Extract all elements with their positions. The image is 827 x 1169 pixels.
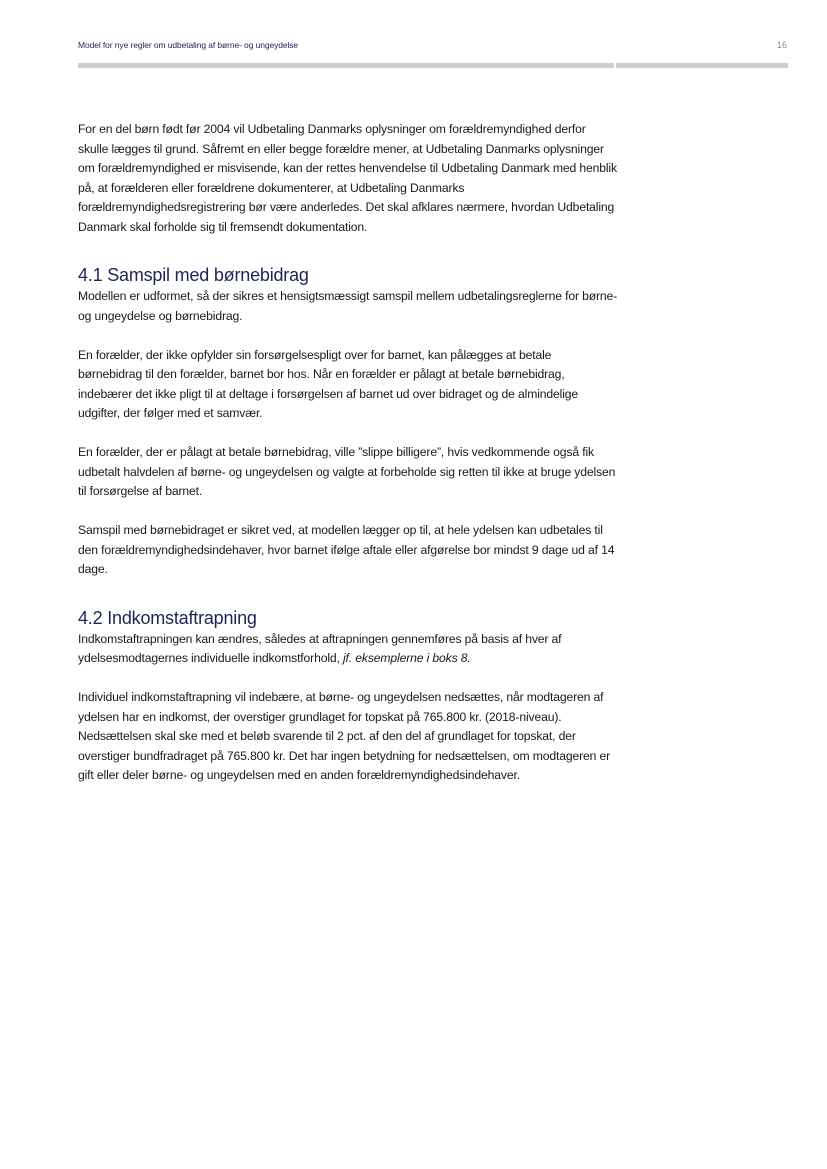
intro-paragraph: For en del børn født før 2004 vil Udbetaling Danmarks oplysninger om forældremyndighed derfor skulle lægges til grund. Såfremt en eller begge forældre mener, at Udbetaling Danmarks oplysninger om forældremyndighed er misvisende, kan der rettes henvendelse til Udbetaling Danmark med henblik på, at forælderen eller forældrene dokumenterer, at Udbetaling Danmarks forældremyndighedsregistrering bør være anderledes. Det skal afklares nærmere, hvordan Udbetaling Danmark skal forholde sig til fremsendt dokumentation. bbox=[78, 122, 617, 234]
section-1-paragraph-4: Samspil med børnebidraget er sikret ved, at modellen lægger op til, at hele ydelsen kan udbetales til den forældremyndighedsindehaver, hvor barnet ifølge aftale eller afgørelse bor mindst 9 dage ud af 14 dage. bbox=[78, 523, 615, 576]
page-number: 16 bbox=[777, 40, 788, 50]
section-heading-samspil: 4.1 Samspil med børnebidrag bbox=[78, 265, 309, 285]
section-1-paragraph-2: En forælder, der ikke opfylder sin forsørgelsespligt over for barnet, kan pålægges at betale børnebidrag til den forælder, barnet bor hos. Når en forælder er pålagt at betale børnebidrag, indebærer det ikke pligt til at deltage i forsørgelsen af barnet ud over bidraget og de almindelige udgifter, der følger med et samvær. bbox=[78, 347, 579, 420]
header-rule-right bbox=[616, 63, 788, 68]
document-title: Model for nye regler om udbetaling af børne- og ungeydelse bbox=[78, 40, 299, 50]
section-2-paragraph-1 bbox=[78, 630, 618, 669]
box-8-reference: jf. eksemplerne i boks 8. bbox=[343, 651, 471, 665]
section-2-paragraph-1-text: Indkomstaftrapningen kan ændres, således at aftrapningen gennemføres på basis af hver af ydelsesmodtagernes individuelle indkomstforhold, bbox=[78, 631, 562, 665]
header-rule-left bbox=[78, 63, 614, 68]
section-2-paragraph-2: Individuel indkomstaftrapning vil indebære, at børne- og ungeydelsen nedsættes, når modtageren af ydelsen har en indkomst, der overstiger grundlaget for topskat på 765.800 kr. (2018-niveau). Nedsættelsen skal ske med et beløb svarende til 2 pct. af den del af grundlaget for topskat, der overstiger bundfradraget på 765.800 kr. Det har ingen betydning for nedsættelsen, om modtageren er gift eller deler børne- og ungeydelsen med en anden forældremyndighedsindehaver. bbox=[78, 690, 611, 782]
section-heading-indkomstaftrapning: 4.2 Indkomstaftrapning bbox=[78, 607, 257, 628]
section-1-paragraph-3: En forælder, der er pålagt at betale børnebidrag, ville ”slippe billigere”, hvis vedkommende også fik udbetalt halvdelen af børne- og ungeydelsen og valgte at forbeholde sig retten til ikke at bruge ydelsen til forsørgelse af barnet. bbox=[78, 445, 616, 498]
page-content bbox=[78, 120, 618, 786]
section-1-paragraph-1: Modellen er udformet, så der sikres et hensigtsmæssigt samspil mellem udbetalingsreglerne for børne- og ungeydelse og børnebidrag. bbox=[78, 289, 618, 323]
